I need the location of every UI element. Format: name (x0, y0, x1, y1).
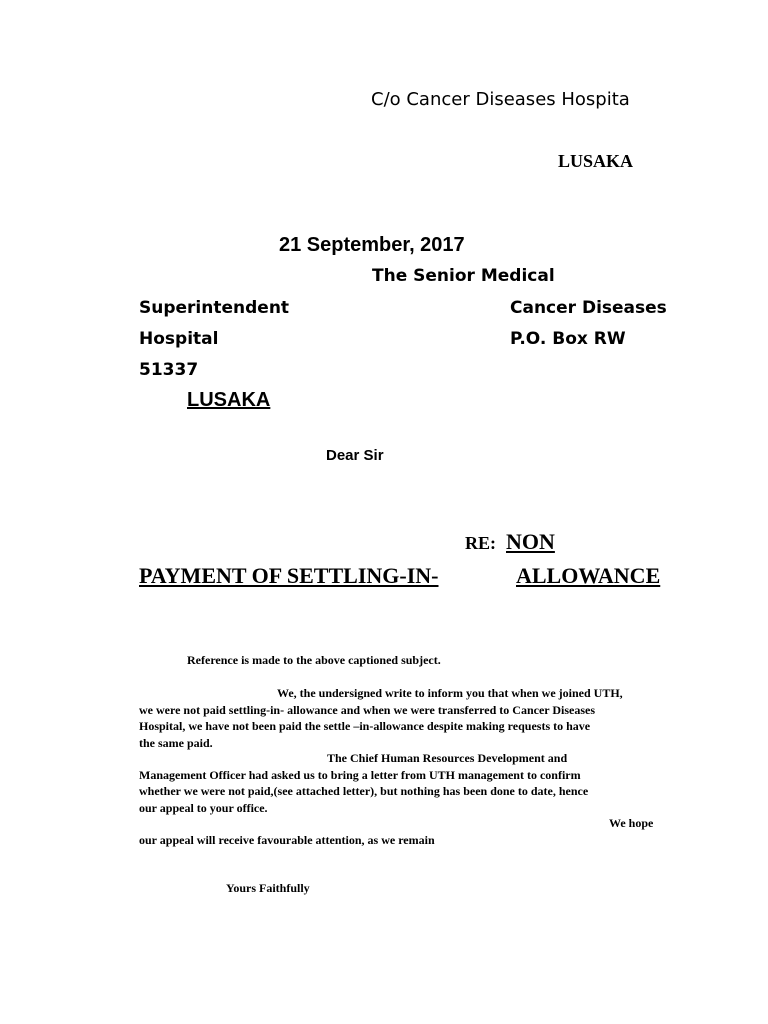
recipient-row1-left: Superintendent (139, 298, 290, 318)
body-paragraph-3 (139, 750, 679, 816)
closing: Yours Faithfully (226, 881, 310, 895)
subject-line-part2: ALLOWANCE (516, 563, 661, 588)
recipient-row1-right: Cancer Diseases (510, 298, 667, 318)
body-p2-line-4: the same paid. (139, 735, 213, 750)
body-paragraph-2 (139, 685, 679, 751)
recipient-row2-left: Hospital (139, 329, 219, 349)
body-p3-line-4: our appeal to your office. (139, 800, 268, 815)
sender-address-line: C/o Cancer Diseases Hospita (371, 89, 630, 110)
body-paragraph-1: Reference is made to the above captioned subject. (187, 653, 441, 667)
body-p2-line-1: We, the undersigned write to inform you that when we joined UTH, (277, 686, 623, 700)
body-p3-line-1: The Chief Human Resources Development and (327, 751, 568, 765)
subject-re-word: NON (506, 529, 555, 554)
body-p2-line-2: we were not paid settling-in- allowance and when we were transferred to Cancer Diseases (139, 702, 596, 717)
body-p3-line-3: whether we were not paid,(see attached letter), but nothing has been done to date, hence (139, 784, 589, 798)
body-p3-line-2: Management Officer had asked us to bring a letter from UTH management to confirm (139, 767, 581, 782)
recipient-title: The Senior Medical (372, 266, 555, 286)
body-paragraph-4-line-2: our appeal will receive favourable attention, as we remain (139, 833, 435, 847)
recipient-row2-right: P.O. Box RW (510, 329, 626, 349)
recipient-row3-left: 51337 (139, 360, 199, 380)
recipient-city: LUSAKA (187, 389, 271, 411)
letter-date: 21 September, 2017 (279, 234, 465, 256)
body-p2-line-3: Hospital, we have not been paid the settle –in-allowance despite making requests to have (139, 719, 591, 733)
sender-city: LUSAKA (558, 151, 634, 171)
greeting: Dear Sir (326, 447, 384, 464)
body-paragraph-4-line-1: We hope (609, 816, 654, 830)
subject-re-label: RE: (465, 533, 496, 553)
subject-line-part1: PAYMENT OF SETTLING-IN- (139, 563, 439, 588)
